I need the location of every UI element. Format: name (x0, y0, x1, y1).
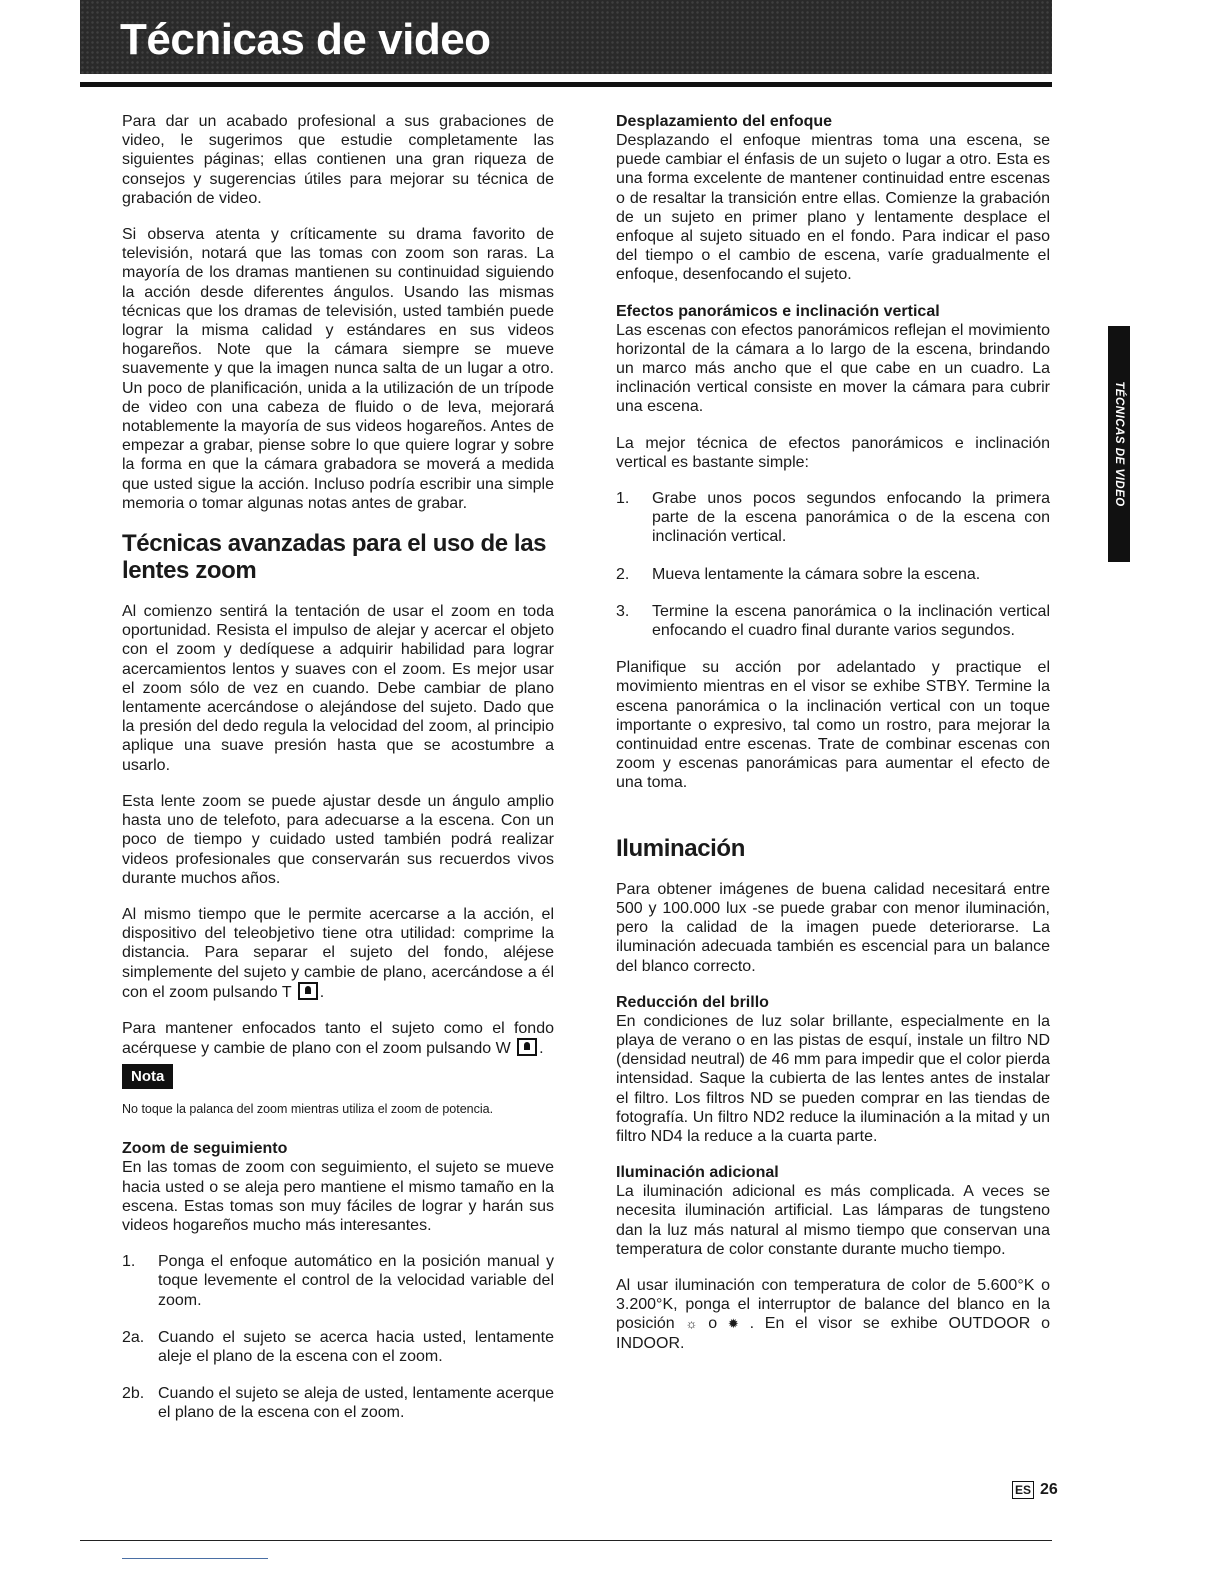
step-text: Mueva lentamente la cámara sobre la escena. (652, 565, 981, 583)
step-text: Grabe unos pocos segundos enfocando la primera parte de la escena panorámica o de la escena con inclinación vertical. (652, 490, 1050, 546)
step-number: 3. (616, 602, 630, 620)
page-number (1012, 1481, 1058, 1499)
focus-paragraph: Desplazando el enfoque mientras toma una escena, se puede cambiar el énfasis de un sujeto o lugar a otro. Esta es una forma excelente de mantener continuidad entre escenas o de resaltar la transición entre ellas. Comienze la grabación de un sujeto en primer plano y lentamente desplace el enfoque al sujeto situado en el fondo. Para indicar el paso del tiempo o el cambio de escena, varíe gradualmente el enfoque, desenfocando el sujeto. (616, 132, 1050, 284)
intro-paragraph: Para dar un acabado profesional a sus grabaciones de video, le sugerimos que estudie completamente las siguientes páginas; ellas contienen una gran riqueza de consejos y sugerencias útiles para mejorar su técnica de grabación de video. (122, 113, 554, 207)
zoom-paragraph-end: . (539, 1040, 544, 1058)
zoom-paragraph-text: Para mantener enfocados tanto el sujeto como el fondo acérquese y cambie de plano con el zoom pulsando W (122, 1019, 554, 1058)
step-text: Cuando el sujeto se aleja de usted, lentamente acerque el plano de la escena con el zoom. (158, 1385, 554, 1422)
lighting-paragraph: Para obtener imágenes de buena calidad necesitará entre 500 y 100.000 lux -se puede grabar con menor iluminación, pero la calidad de la imagen puede deteriorarse. La iluminación adecuada también es escencial para un balance del blanco correcto. (616, 880, 1050, 975)
subheading-focus-shift: Desplazamiento del enfoque (616, 113, 833, 130)
extra-lighting-or: o (708, 1315, 718, 1333)
extra-lighting-paragraph: La iluminación adicional es más complicada. A veces se necesita iluminación artificial. Las lámparas de tungsteno dan la luz más natural al mismo tiempo que conservan una temperatura de color constante durante mucho tiempo. (616, 1183, 1050, 1258)
subheading-extra-lighting: Iluminación adicional (616, 1164, 779, 1182)
glare-paragraph: En condiciones de luz solar brillante, especialmente en la playa de verano o en las pistas de esquí, instale un filtro ND (densidad neutral) de 46 mm para impedir que el color pierda intensidad. Saque la cubierta de las lentes antes de instalar el filtro. Los filtros ND se pueden comprar en las tiendas de fotografía. Un filtro ND2 reduce la iluminación a la mitad y un filtro ND4 la reduce a la cuarta parte. (616, 1012, 1051, 1145)
step-number: 2. (616, 565, 630, 583)
pan-paragraph: Planifique su acción por adelantado y practique el movimiento mientras en el visor se exhibe STBY. Termine la escena panorámica o la inclinación vertical con un toque importante o expresivo, tal como un rostro, para mejorar la continuidad entre escenas. Trate de combinar escenas con zoom y escenas panorámicas para aumentar el efecto de una toma. (616, 659, 1050, 792)
list-item (616, 602, 1050, 640)
subheading-follow-zoom: Zoom de seguimiento (122, 1140, 288, 1158)
section-heading-zoom: Técnicas avanzadas para el uso de las lentes zoom (122, 530, 547, 585)
note-badge: Nota (122, 1064, 173, 1089)
list-item (616, 489, 1050, 547)
page-title: Técnicas de video (120, 15, 491, 64)
section-heading-lighting: Iluminación (616, 834, 745, 862)
footer-rule (80, 1540, 1052, 1541)
follow-steps-list (122, 1252, 554, 1422)
zoom-paragraph-text: Al mismo tiempo que le permite acercarse a la acción, el dispositivo del teleobjetivo tiene otra utilidad: comprime la distancia. Para separar el sujeto del fondo, aléjese simplemente del sujeto y cambie de plano, acercándose a él con el zoom pulsando T (122, 905, 554, 1001)
step-number: 1. (122, 1253, 136, 1271)
zoom-tele-icon (298, 982, 318, 1000)
subheading-glare: Reducción del brillo (616, 993, 769, 1011)
footer-mark (122, 1558, 268, 1559)
zoom-wide-icon (517, 1038, 537, 1056)
zoom-paragraph: Al comienzo sentirá la tentación de usar el zoom en toda oportunidad. Resista el impulso de alejar y acercar el objeto con el zoom y dedíquese a adquirir habilidad para lograr acercamientos lentos y suaves con el zoom. Es mejor usar el zoom sólo de vez en cuando. Debe cambiar de plano lentamente acercándose o alejándose del sujeto. Dado que la presión del dedo regula la velocidad del zoom, al principio aplique una suave presión hasta que se acostumbre a usarlo. (122, 603, 554, 774)
pan-paragraph: Las escenas con efectos panorámicos reflejan el movimiento horizontal de la cámara a lo largo de la escena, brindando un marco más ancho que el que cabe en un cuadro. La inclinación vertical consiste en mover la cámara para cubrir una escena. (616, 321, 1050, 416)
header-rule (80, 82, 1052, 87)
follow-paragraph: En las tomas de zoom con seguimiento, el sujeto se mueve hacia usted o se aleja pero mantiene el mismo tamaño en la escena. Estas tomas son muy fáciles de lograr y harán sus videos hogareños mucho más interesantes. (122, 1159, 554, 1234)
step-number: 2a. (122, 1328, 145, 1346)
step-number: 1. (616, 490, 630, 508)
indoor-bulb-icon: ✹ (727, 1316, 739, 1332)
list-item (616, 565, 1050, 584)
section-side-tab (1108, 326, 1130, 562)
step-text: Ponga el enfoque automático en la posición manual y toque levemente el control de la velocidad variable del zoom. (158, 1253, 554, 1309)
zoom-paragraph-end: . (319, 983, 325, 1001)
side-tab-label: TÉCNICAS DE VIDEO (1113, 381, 1125, 507)
note-text: No toque la palanca del zoom mientras utiliza el zoom de potencia. (122, 1102, 494, 1117)
list-item (122, 1252, 554, 1310)
outdoor-sun-icon: ☼ (685, 1316, 698, 1332)
step-text: Cuando el sujeto se acerca hacia usted, lentamente aleje el plano de la escena con el zoom. (158, 1328, 554, 1365)
pan-steps-list (616, 489, 1050, 640)
subheading-pan-tilt: Efectos panorámicos e inclinación vertical (616, 302, 940, 320)
intro-paragraph: Si observa atenta y críticamente su drama favorito de televisión, notará que las tomas con zoom son raras. La mayoría de los dramas mantienen su continuidad siguiendo la acción desde diferentes ángulos. Usando las mismas técnicas que los dramas de televisión, usted también puede lograr la misma calidad y estándares en sus videos hogareños. Note que la cámara siempre se mueve suavemente y que la imagen nunca salta de un lugar a otro. Un poco de planificación, unida a la utilización de un trípode de video con una cabeza de fluido o de leva, mejorará notablemente la mayoría de sus videos hogareños. Antes de empezar a grabar, piense sobre lo que quiere lograr y sobre la forma en que la cámara grabadora se moverá a medida que usted sigue la acción. Incluso podría escribir una simple memoria o tomar algunas notas antes de grabar. (122, 226, 554, 512)
zoom-paragraph (122, 1019, 554, 1058)
extra-lighting-paragraph (616, 1276, 1050, 1353)
right-column (616, 112, 1050, 1370)
step-text: Termine la escena panorámica o la inclinación vertical enfocando el cuadro final durante varios segundos. (652, 602, 1050, 640)
step-number: 2b. (122, 1385, 145, 1403)
zoom-paragraph: Esta lente zoom se puede ajustar desde un ángulo amplio hasta uno de telefoto, para adecuarse a la escena. Con un poco de tiempo y cuidado usted también podrá realizar videos profesionales que conservarán sus recuerdos vivos durante muchos años. (122, 792, 554, 887)
extra-lighting-text: Al usar iluminación con temperatura de color de 5.600°K o 3.200°K, ponga el interruptor de balance del blanco en la posición (616, 1276, 1050, 1333)
extra-lighting-text-end: . En el visor se exhibe OUTDOOR o INDOOR. (616, 1315, 1050, 1352)
language-code: ES (1012, 1481, 1034, 1499)
list-item (122, 1328, 554, 1366)
left-column (122, 112, 554, 1441)
zoom-paragraph (122, 905, 554, 1002)
page-number-value: 26 (1040, 1481, 1058, 1498)
pan-paragraph: La mejor técnica de efectos panorámicos e inclinación vertical es bastante simple: (616, 434, 1050, 471)
list-item (122, 1384, 554, 1422)
